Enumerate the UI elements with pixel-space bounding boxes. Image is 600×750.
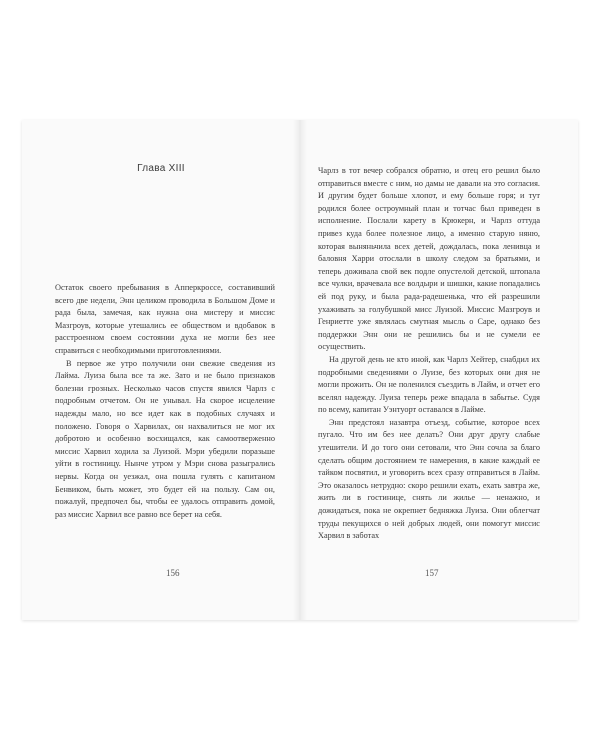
book-spread [22,120,578,620]
left-page [22,120,300,620]
paragraph: Чарлз в тот вечер собрался обратно, и отец его решил было отправиться вместе с ним, но дамы не давали на это согласия. И другим будет больше хлопот, и ему больше горя; и тут родился более остроумный план и тотчас был приведен в исполнение. Послали карету в Крюкерн, и Чарлз оттуда привез куда более полезное лицо, а именно старую няню, которая выняньчила всех детей, дождалась, пока ленивца и баловня Харри отослали в школу следом за братьями, и теперь доживала свой век подле опустелой детской, штопала все чулки, врачевала все волдыри и шишки, какие попадались ей под руку, и была рада-радешенька, что ей разрешили ухаживать за голубушкой мисс Луизой. Миссис Мазгроув и Генриетте уже являлась смутная мысль о Саре, однако без поддержки Энн они не решились бы и не сумели ее осуществить. [318,166,540,352]
chapter-title: Глава XIII [137,163,185,174]
page-number: 157 [425,568,439,578]
paragraph: На другой день не кто иной, как Чарлз Хейтер, снабдил их подробными сведениями о Луизе, без которых они дня не могли прожить. Он не поленился съездить в Лайм, и отчет его вселял надежду. Луиза теперь реже впадала в забытье. Судя по всему, капитан Уэнтуорт оставался в Лайме. [318,354,540,415]
left-page-text [55,282,275,521]
paragraph: Энн предстоял назавтра отъезд, событие, которое всех пугало. Что им без нее делать? Они друг другу слабые утешители. И до того они сетовали, что Энн сочла за благо сделать общим достоянием те намерения, в какие каждый ее тайком посвятил, и уговорить всех сразу отправиться в Лайм. Это оказалось нетрудно: скоро решили ехать, ехать завтра же, жить ли в гостинице, снять ли жилье — ненажно, и дожидаться, пока не окрепнет бедняжка Луиза. Они облегчат труды пекущихся о ней добрых людей, они помогут миссис Харвил в заботах [318,417,540,541]
paragraph: В первое же утро получили они свежие сведения из Лайма. Луиза была все та же. Зато и не было признаков болезни грозных. Несколько часов спустя явился Чарлз с подробным отчетом. Он не унывал. На скорое исцеление надежды мало, но все идет как в подобных случаях и положено. Говоря о Харвилах, он нахвалиться не мог их добротою и особенно восхищался, как самоотверженно миссис Харвил ходила за Луизой. Мэри убедили поразьше уйти в гостиницу. Нынче утром у Мэри снова разыгрались нервы. Когда он уезжал, она пошла гулять с капитаном Бенвиком, быть может, это будет ей на пользу. Сам он, пожалуй, предпочел бы, чтобы ее удалось отправить домой, раз миссис Харвил все равно все берет на себя. [55,358,275,519]
page-number: 156 [166,568,180,578]
paragraph: Остаток своего пребывания в Апперкроссе, составивший всего две недели, Энн целиком проводила в Большом Доме и рада была, замечая, как нужна она мистеру и миссис Мазгроув, которые утешались ее обществом и вдобавок в расстроенном своем состоянии духа не могли без нее справиться с необходимыми приготовлениями. [55,283,275,355]
right-page [300,120,578,620]
right-page-text [318,165,540,543]
